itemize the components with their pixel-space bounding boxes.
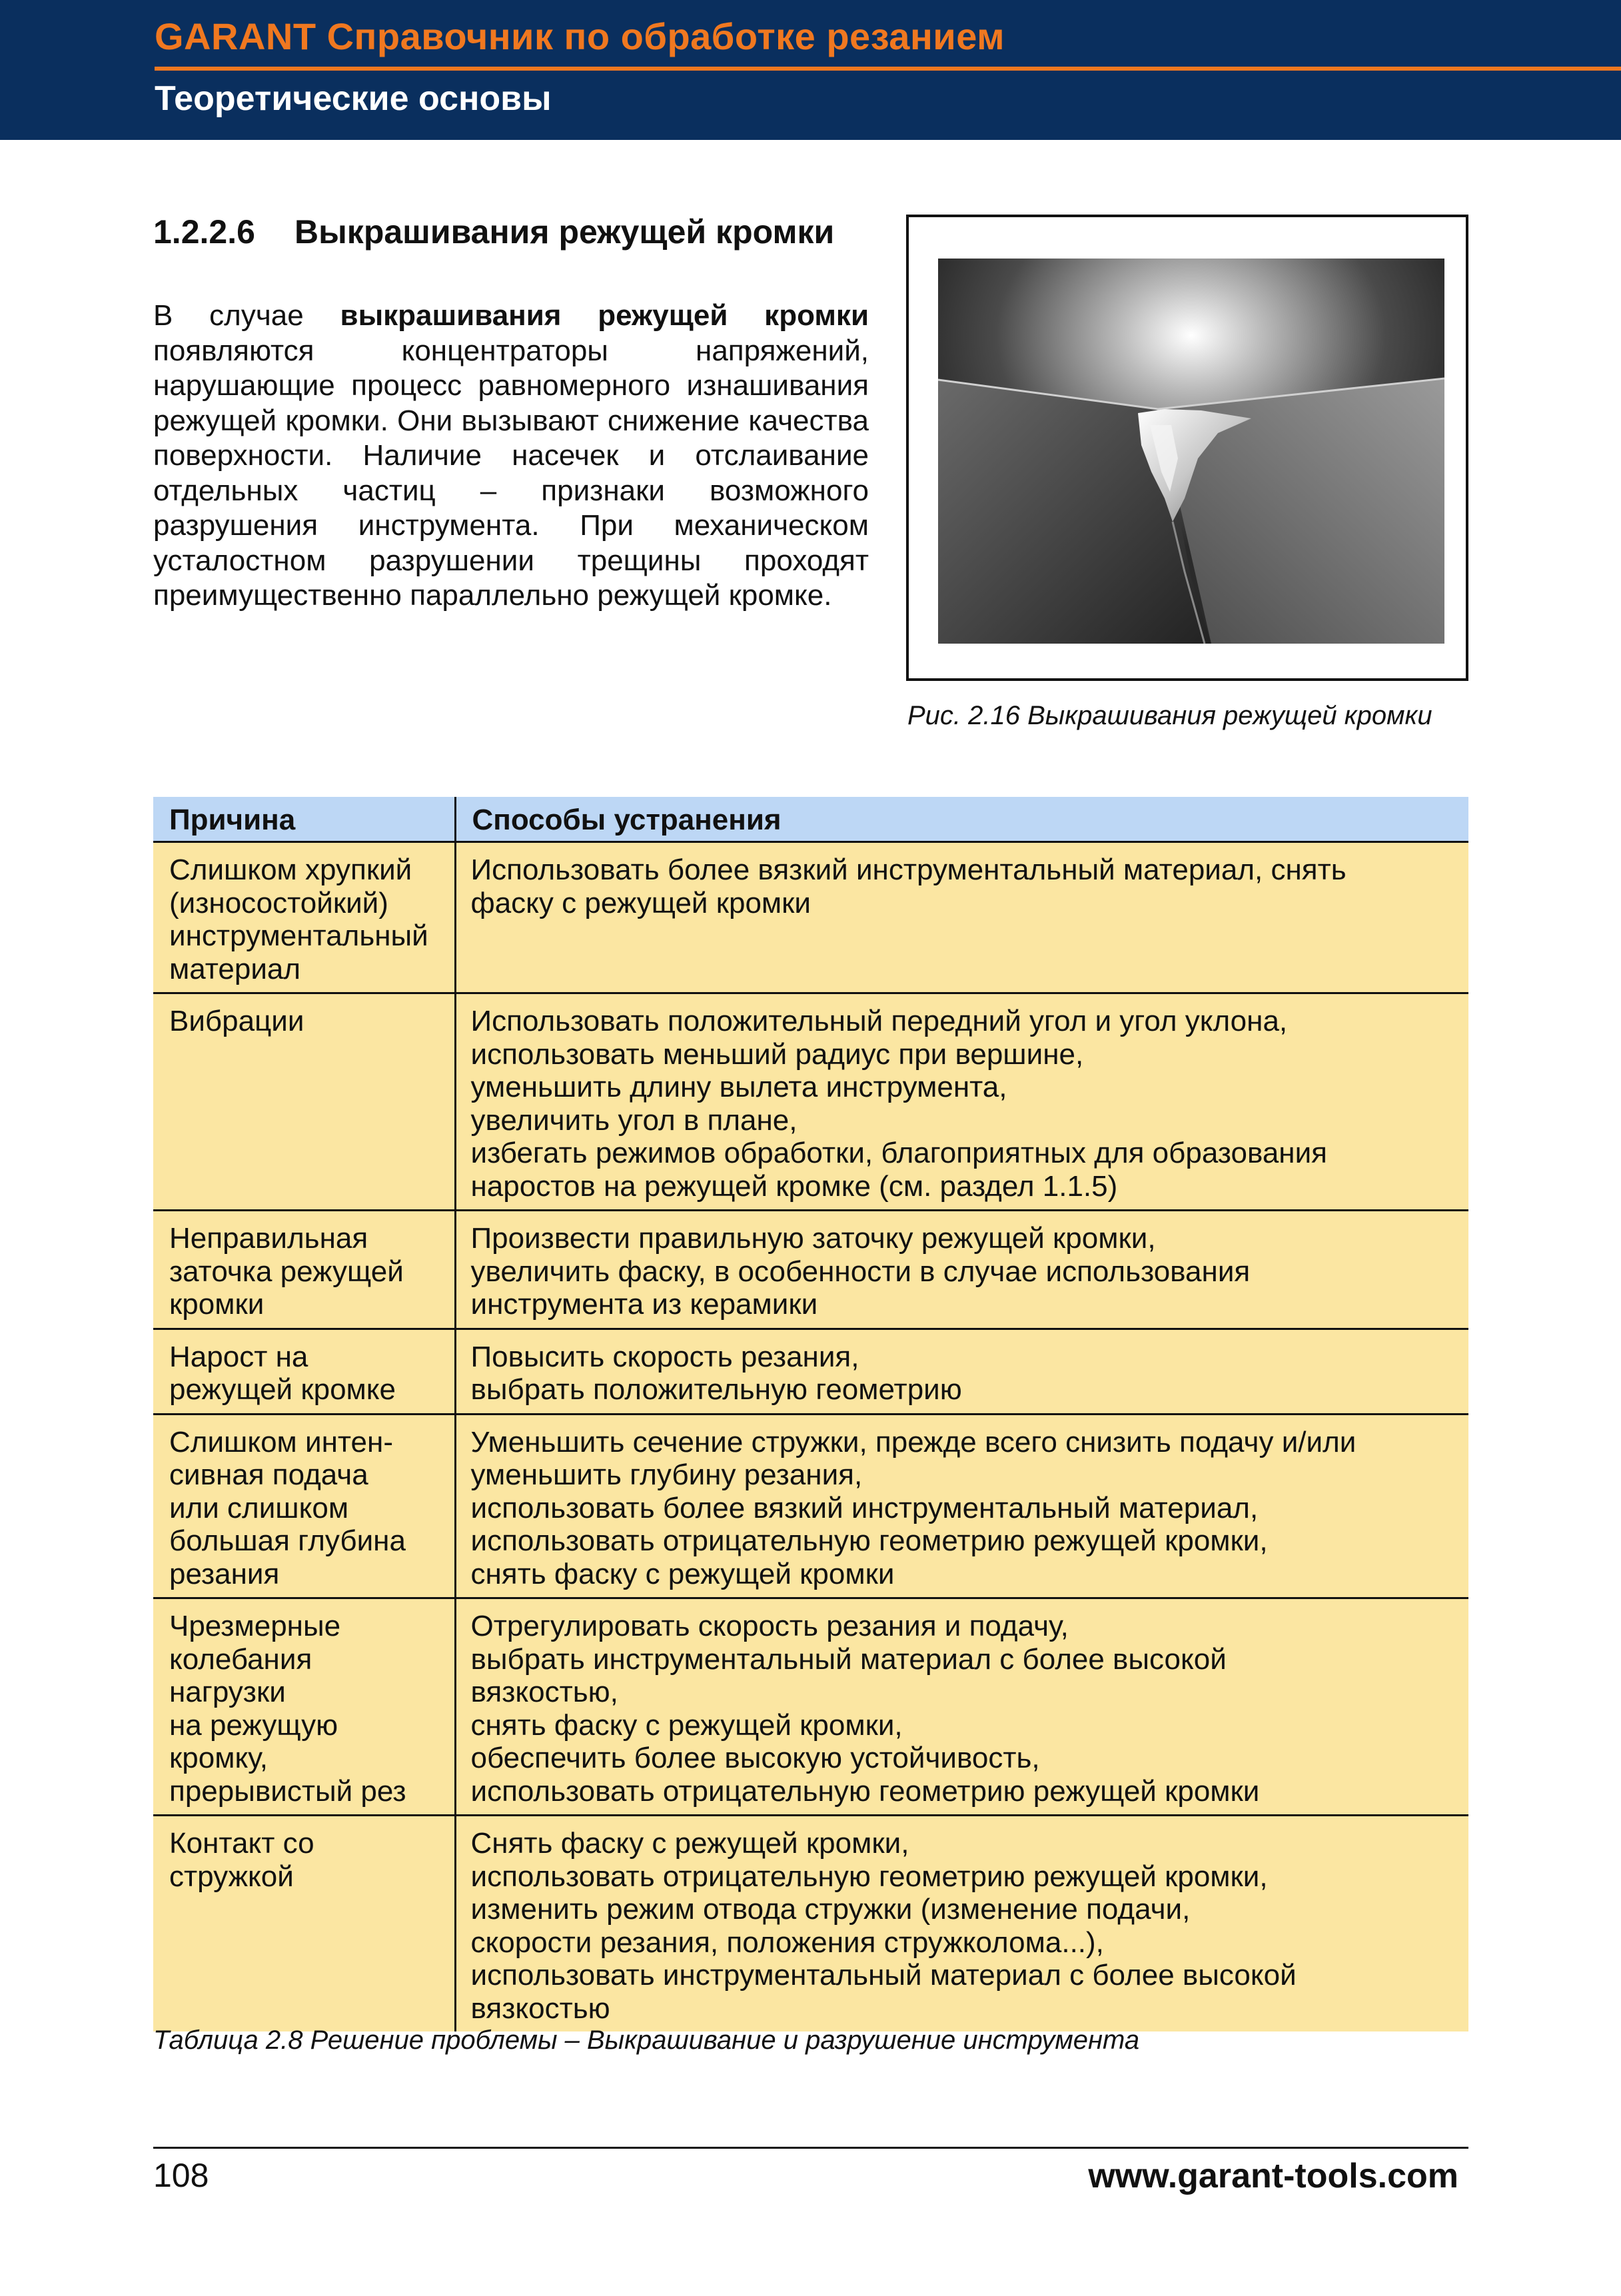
cell-remedy xyxy=(455,842,1468,993)
reason-line: сивная подача xyxy=(169,1458,368,1491)
figure-caption: Рис. 2.16 Выкрашивания режущей кромки xyxy=(907,701,1432,730)
body-bold-term: выкрашивания режущей кромки xyxy=(340,299,869,332)
remedy-line: увеличить фаску, в особенности в случае использования xyxy=(470,1255,1251,1288)
reason-line: Нарост на xyxy=(169,1340,308,1373)
remedy-line: обеспечить более высокую устойчивость, xyxy=(470,1742,1040,1774)
reason-line: заточка режущей xyxy=(169,1255,404,1288)
remedy-line: изменить режим отвода стружки (изменение подачи, xyxy=(470,1893,1191,1926)
table-row xyxy=(153,1414,1468,1598)
reason-line: большая глубина xyxy=(169,1524,406,1557)
remedy-line: Отрегулировать скорость резания и подачу, xyxy=(470,1610,1069,1642)
remedy-line: использовать отрицательную геометрию режущей кромки xyxy=(470,1774,1260,1808)
reason-line: режущей кромке xyxy=(169,1373,396,1406)
remedy-line: уменьшить длину вылета инструмента, xyxy=(470,1071,1007,1103)
reason-line: Слишком интен- xyxy=(169,1425,393,1458)
header-remedy: Способы устранения xyxy=(455,797,1468,842)
remedy-line: наростов на режущей кромке (см. раздел 1.1.5) xyxy=(470,1169,1118,1203)
reason-line: Слишком хрупкий xyxy=(169,854,412,886)
cell-remedy xyxy=(455,993,1468,1211)
cell-reason xyxy=(153,842,455,993)
remedy-line: Уменьшить сечение стружки, прежде всего снизить подачу и/или xyxy=(470,1425,1356,1458)
cell-remedy xyxy=(455,1414,1468,1598)
section-title: Выкрашивания режущей кромки xyxy=(294,213,835,251)
cell-remedy xyxy=(455,1211,1468,1329)
remedy-line: вязкостью xyxy=(470,1992,610,2025)
remedy-line: скорости резания, положения стружколома...), xyxy=(470,1926,1104,1959)
brand-title: GARANT Справочник по обработке резанием xyxy=(155,15,1005,57)
table-row xyxy=(153,1598,1468,1816)
cell-reason xyxy=(153,1211,455,1329)
remedy-line: снять фаску с режущей кромки xyxy=(470,1557,895,1590)
reason-line: кромку, xyxy=(169,1742,269,1774)
table-header-row xyxy=(153,797,1468,842)
reason-line: материал xyxy=(169,952,301,985)
remedy-line: выбрать положительную геометрию xyxy=(470,1373,962,1406)
reason-line: кромки xyxy=(169,1288,265,1321)
remedy-line: избегать режимов обработки, благоприятных для образования xyxy=(470,1137,1327,1169)
troubleshooting-table xyxy=(153,797,1468,2031)
reason-line: Чрезмерные xyxy=(169,1610,341,1642)
footer-divider xyxy=(153,2147,1468,2149)
remedy-line: Повысить скорость резания, xyxy=(470,1340,859,1373)
remedy-line: инструмента из керамики xyxy=(470,1288,818,1321)
cell-reason xyxy=(153,1598,455,1816)
header-divider xyxy=(155,67,1621,71)
reason-line: Вибрации xyxy=(169,1005,304,1037)
section-number: 1.2.2.6 xyxy=(153,213,255,251)
remedy-line: фаску с режущей кромки xyxy=(470,886,811,919)
remedy-line: использовать отрицательную геометрию режущей кромки, xyxy=(470,1524,1268,1557)
reason-line: инструментальный xyxy=(169,919,428,952)
cell-remedy xyxy=(455,1816,1468,2032)
remedy-line: использовать инструментальный материал с более высокой xyxy=(470,1959,1297,1992)
remedy-line: вязкостью, xyxy=(470,1676,618,1708)
body-intro: В случае xyxy=(153,299,340,332)
header-reason: Причина xyxy=(153,797,455,842)
cutting-edge-photo xyxy=(938,259,1444,644)
reason-line: на режущую xyxy=(169,1708,338,1742)
remedy-line: использовать отрицательную геометрию режущей кромки, xyxy=(470,1860,1268,1893)
remedy-line: использовать более вязкий инструментальный материал, xyxy=(470,1491,1259,1524)
reason-line: прерывистый рез xyxy=(169,1774,406,1808)
page-number: 108 xyxy=(153,2157,209,2194)
reason-line: Контакт со xyxy=(169,1827,314,1860)
reason-line: нагрузки xyxy=(169,1676,286,1708)
remedy-line: уменьшить глубину резания, xyxy=(470,1458,863,1491)
remedy-line: Произвести правильную заточку режущей кромки, xyxy=(470,1222,1156,1255)
remedy-line: снять фаску с режущей кромки, xyxy=(470,1708,903,1742)
cell-reason xyxy=(153,1414,455,1598)
reason-line: (износостойкий) xyxy=(169,886,388,919)
table-row xyxy=(153,1816,1468,2032)
figure-frame xyxy=(906,215,1468,681)
cell-remedy xyxy=(455,1598,1468,1816)
table-row xyxy=(153,993,1468,1211)
remedy-line: Использовать более вязкий инструментальный материал, снять xyxy=(470,854,1347,886)
remedy-line: Снять фаску с режущей кромки, xyxy=(470,1827,909,1860)
body-rest: появляются концентраторы напряжений, нарушающие процесс равномерного изнашивания режущей кромки. Они вызывают снижение качества поверхности. Наличие насечек и отслаивание отдельных частиц – признаки возможного разрушения инструмента. При механическом усталостном разрушении трещины проходят преимущественно параллельно режущей кромке. xyxy=(153,334,869,612)
remedy-line: использовать меньший радиус при вершине, xyxy=(470,1037,1084,1071)
cell-reason xyxy=(153,1329,455,1414)
table-caption: Таблица 2.8 Решение проблемы – Выкрашивание и разрушение инструмента xyxy=(153,2025,1140,2055)
table-row xyxy=(153,842,1468,993)
remedy-line: Использовать положительный передний угол и угол уклона, xyxy=(470,1005,1288,1037)
cell-reason xyxy=(153,1816,455,2032)
cell-reason xyxy=(153,993,455,1211)
reason-line: резания xyxy=(169,1557,280,1590)
section-body xyxy=(153,298,869,614)
website-link[interactable]: www.garant-tools.com xyxy=(1088,2157,1458,2195)
page-header xyxy=(0,0,1621,140)
cell-remedy xyxy=(455,1329,1468,1414)
table-row xyxy=(153,1329,1468,1414)
table-row xyxy=(153,1211,1468,1329)
remedy-line: выбрать инструментальный материал с более высокой xyxy=(470,1642,1227,1676)
reason-line: стружкой xyxy=(169,1860,294,1893)
section-label: Теоретические основы xyxy=(155,79,552,118)
reason-line: Неправильная xyxy=(169,1222,368,1255)
reason-line: колебания xyxy=(169,1642,312,1676)
reason-line: или слишком xyxy=(169,1491,349,1524)
remedy-line: увеличить угол в плане, xyxy=(470,1103,798,1137)
